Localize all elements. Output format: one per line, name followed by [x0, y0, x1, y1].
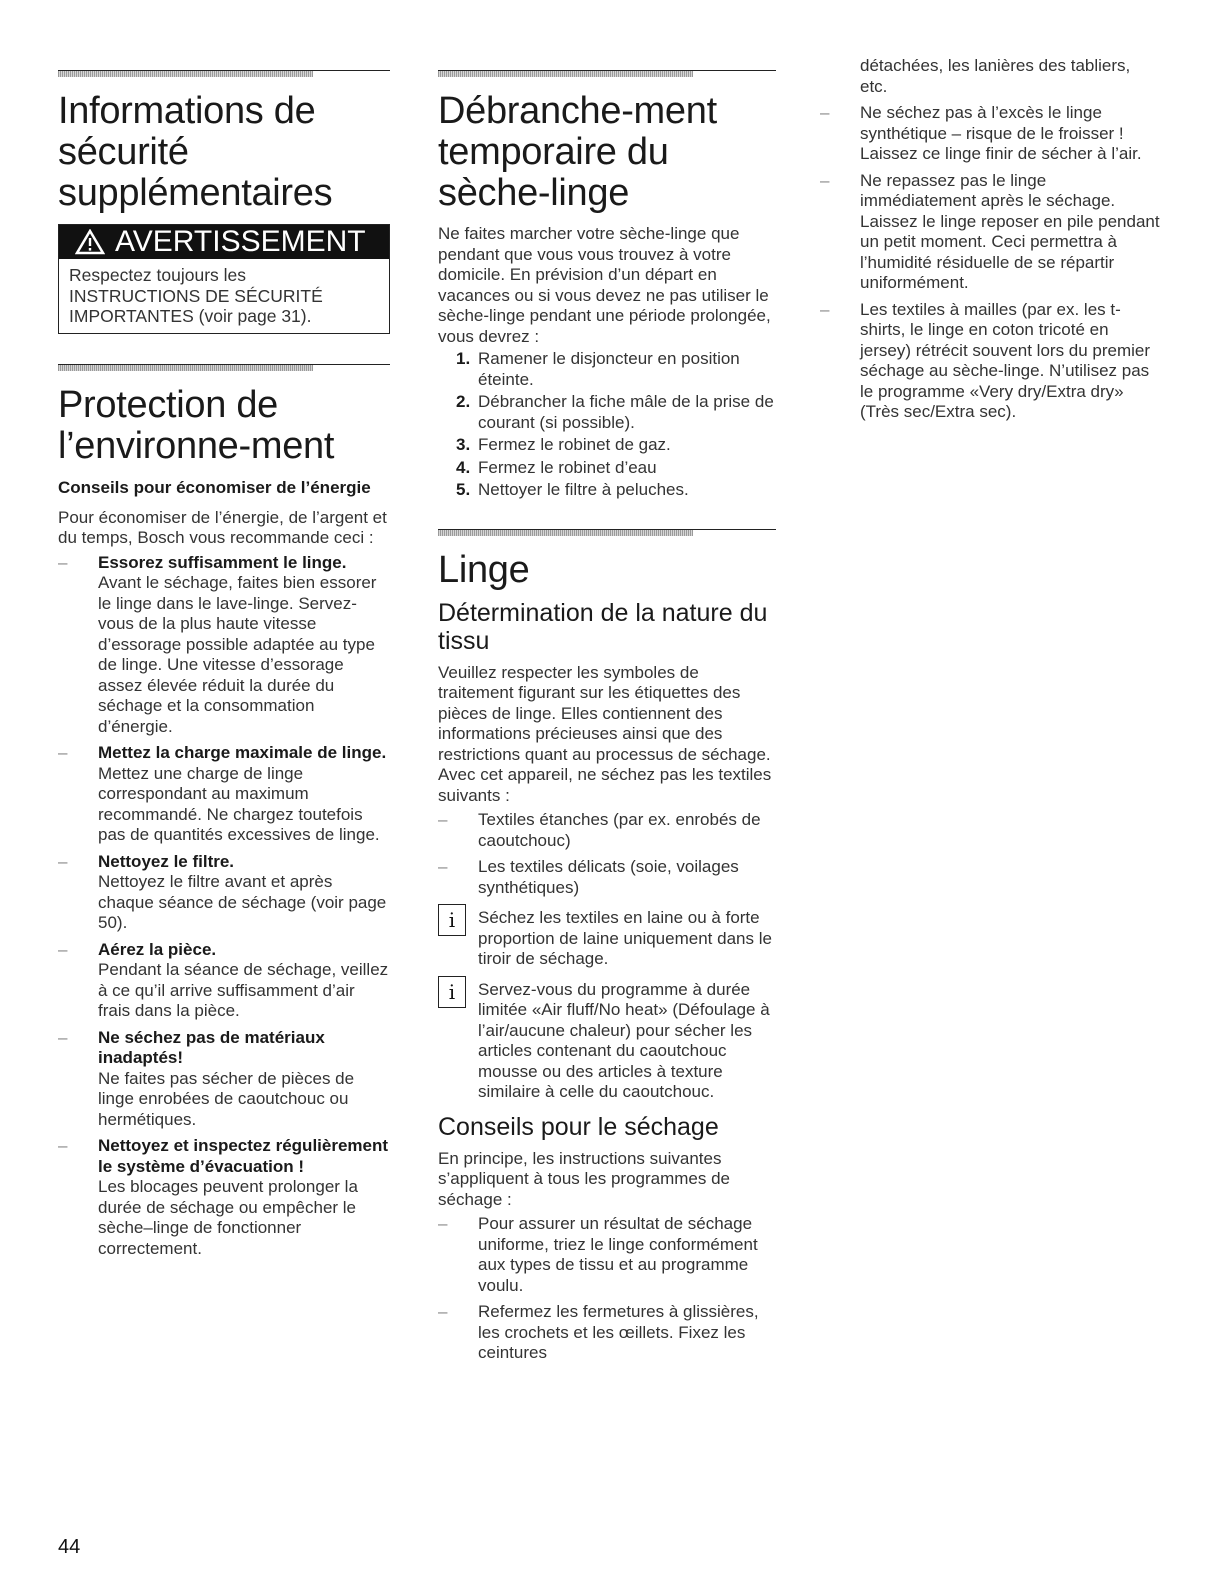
- list-item: – Essorez suffisamment le linge. Avant le séchage, faites bien essorer le linge dans le lave-linge. Servez-vous de la plus haute vitesse d’essorage possible adaptée au type de linge. Une vitesse d’essorage assez élevée réduit la durée du séchage et la consommation d’énergie.: [58, 553, 390, 738]
- disconnect-steps: [438, 349, 776, 501]
- fabric-subheading: Détermination de la nature du tissu: [438, 598, 768, 655]
- warning-heading: AVERTISSEMENT: [115, 225, 366, 258]
- fabric-paragraph-2: Avec cet appareil, ne séchez pas les textiles suivants :: [438, 765, 772, 805]
- no-dry-list: [438, 810, 776, 898]
- list-item: – Pour assurer un résultat de séchage uniforme, triez le linge conformément aux types de tissu et au programme voulu.: [438, 1214, 776, 1296]
- list-item: – Nettoyez le filtre. Nettoyez le filtre avant et après chaque séance de séchage (voir page 50).: [58, 852, 390, 934]
- warning-header: [59, 225, 389, 259]
- disconnect-intro: Ne faites marcher votre sèche-linge que pendant que vous vous trouvez à votre domicile. En prévision d’un départ en vacances ou si vous devez ne pas utiliser le sèche-linge pendant une période prolongée, vous devrez :: [438, 224, 771, 346]
- list-item: – Aérez la pièce. Pendant la séance de séchage, veillez à ce qu’il arrive suffisamment d’air frais dans la pièce.: [58, 940, 390, 1022]
- drying-tips-list: [438, 1214, 776, 1364]
- energy-intro: Pour économiser de l’énergie, de l’argent et du temps, Bosch vous recommande ceci :: [58, 507, 387, 547]
- drying-tips-subheading: Conseils pour le séchage: [438, 1112, 719, 1141]
- section-rule: [58, 70, 390, 85]
- list-item: 5. Nettoyer le filtre à peluches.: [456, 480, 689, 499]
- list-item: 4. Fermez le robinet d’eau: [456, 457, 657, 477]
- section-rule: [438, 70, 776, 85]
- section-title-safety: Informations de sécurité supplémentaires: [58, 90, 333, 214]
- warning-triangle-icon: [75, 229, 105, 255]
- list-item: – Les textiles délicats (soie, voilages synthétiques): [438, 857, 776, 898]
- info-note-air-fluff: i Servez-vous du programme à durée limitée «Air fluff/No heat» (Défoulage à l’air/aucune chaleur) pour sécher les articles contenant du caoutchouc mousse ou des articles à texture similaire à celle du caoutchouc.: [438, 980, 776, 1103]
- section-title-laundry: Linge: [438, 548, 530, 591]
- drying-tips-intro: En principe, les instructions suivantes s’appliquent à tous les programmes de séchage :: [438, 1148, 730, 1209]
- list-item: 2. Débrancher la fiche mâle de la prise de courant (si possible).: [456, 392, 774, 432]
- info-note-wool: i Séchez les textiles en laine ou à forte proportion de laine uniquement dans le tiroir de séchage.: [438, 908, 776, 970]
- drying-tips-continued: [820, 103, 1160, 423]
- section-rule: [58, 364, 390, 379]
- list-item: 3. Fermez le robinet de gaz.: [456, 435, 671, 454]
- info-icon: i: [438, 976, 466, 1008]
- continued-text: détachées, les lanières des tabliers, etc.: [860, 56, 1131, 96]
- energy-tips-list: [58, 553, 390, 1260]
- list-item: – Ne séchez pas à l’excès le linge synthétique – risque de le froisser ! Laissez ce linge finir de sécher à l’air.: [820, 103, 1160, 165]
- list-item: – Nettoyez et inspectez régulièrement le système d’évacuation ! Les blocages peuvent prolonger la durée de séchage ou empêcher le sèche–linge de fonctionner correctement.: [58, 1136, 390, 1259]
- list-item: – Ne repassez pas le linge immédiatement après le séchage. Laissez le linge reposer en pile pendant un petit moment. Ceci permettra à l’humidité résiduelle de se répartir uniformément.: [820, 171, 1160, 294]
- column-left: [58, 0, 390, 1265]
- column-right: [820, 0, 1160, 429]
- list-item: – Ne séchez pas de matériaux inadaptés! Ne faites pas sécher de pièces de linge enrobées de caoutchouc ou hermétiques.: [58, 1028, 390, 1131]
- fabric-paragraph-1: Veuillez respecter les symboles de traitement figurant sur les étiquettes des pièces de linge. Elles contiennent des informations précieuses ainsi que des restrictions quant au processus de séchage.: [438, 662, 771, 764]
- section-title-disconnect: Débranche-ment temporaire du sèche-linge: [438, 90, 717, 214]
- list-item: – Les textiles à mailles (par ex. les t-shirts, le linge en coton tricoté en jersey) rétrécit souvent lors du premier séchage au sèche-linge. N’utilisez pas le programme «Very dry/Extra dry» (Très sec/Extra sec).: [820, 300, 1160, 423]
- info-icon: i: [438, 904, 466, 936]
- section-rule: [438, 529, 776, 544]
- list-item: – Refermez les fermetures à glissières, les crochets et les œillets. Fixez les ceintures: [438, 1302, 776, 1364]
- list-item: – Textiles étanches (par ex. enrobés de caoutchouc): [438, 810, 776, 851]
- energy-subheading: Conseils pour économiser de l’énergie: [58, 477, 371, 497]
- warning-text: Respectez toujours les INSTRUCTIONS DE SÉCURITÉ IMPORTANTES (voir page 31).: [69, 265, 323, 326]
- warning-box: [58, 224, 390, 334]
- page-number: 44: [58, 1536, 81, 1558]
- list-item: – Mettez la charge maximale de linge. Mettez une charge de linge correspondant au maximum recommandé. Ne chargez toutefois pas de quantités excessives de linge.: [58, 743, 390, 846]
- section-title-environment: Protection de l’environne-ment: [58, 383, 335, 467]
- column-middle: [438, 0, 776, 1370]
- list-item: 1. Ramener le disjoncteur en position éteinte.: [456, 349, 740, 389]
